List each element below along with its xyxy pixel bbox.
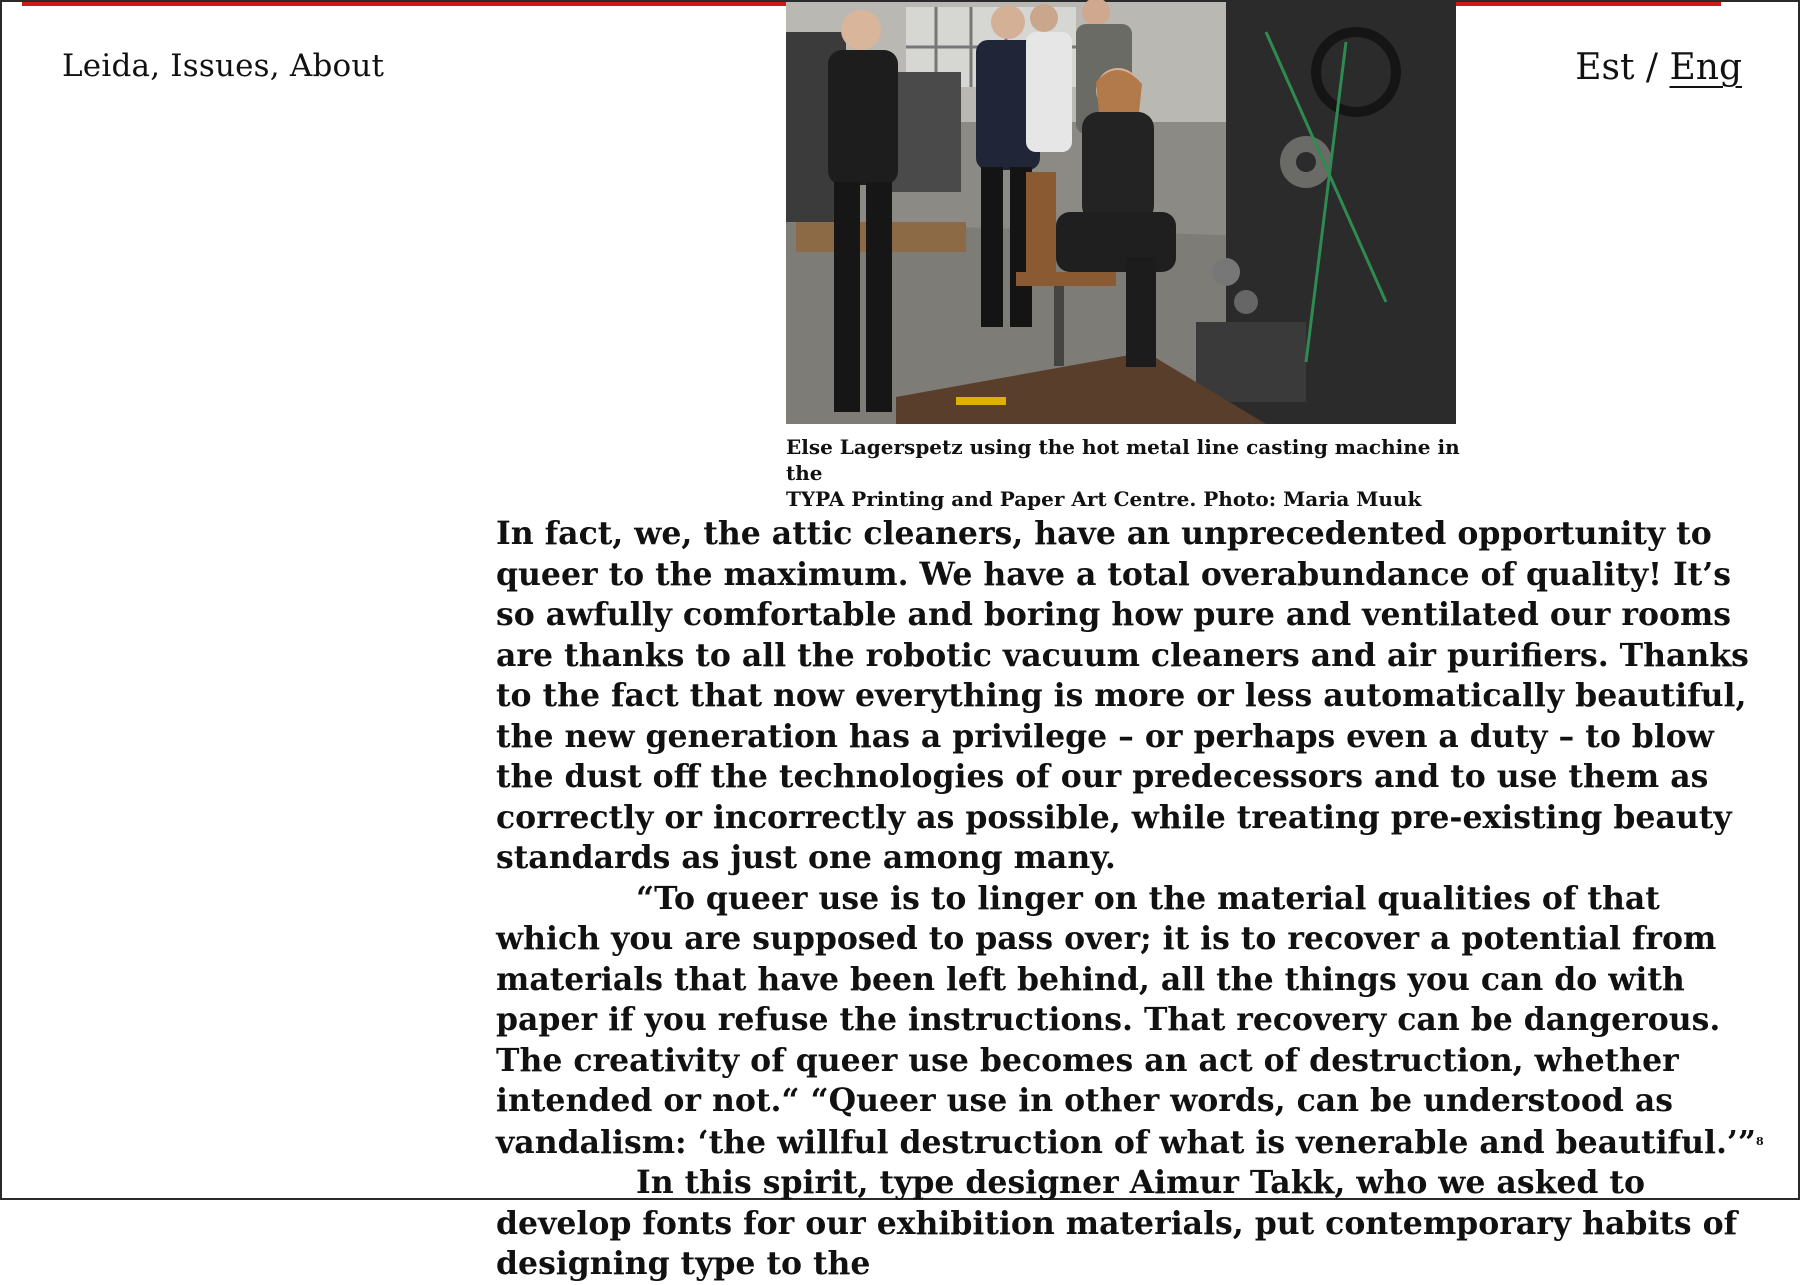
language-est[interactable]: Est — [1575, 47, 1635, 88]
article-paragraph-1: In fact, we, the attic cleaners, have an unprecedented opportunity to queer to the maximum. We have a total overabundance of quality! It’s so awfully comfortable and boring how pure and ventilated our rooms are thanks to all the robotic vacuum cleaners and air purifiers. Thanks to the fact that now everything is more or less automatically beautiful, the new generation has a privilege – or perhaps even a duty – to blow the dust off the technologies of our predecessors and to use them as correctly or incorrectly as possible, while treating pre-existing beauty standards as just one among many. — [496, 515, 1749, 876]
caption-line-1: Else Lagerspetz using the hot metal line casting machine in the — [786, 435, 1460, 485]
quote-text: “To queer use is to linger on the material qualities of that which you are supposed to pass over; it is to recover a potential from materials that have been left behind, all the things you can do with paper if you refuse the instructions. That recovery can be dangerous. The creativity of queer use becomes an act of destruction, whether intended or not.“ “Queer use in other words, can be understood as vandalism: ‘the willful destruction of what is venerable and beautiful.’” — [496, 879, 1756, 1161]
main-nav — [62, 46, 384, 86]
photo-caption — [786, 434, 1466, 512]
language-eng[interactable]: Eng — [1669, 47, 1742, 88]
article-body — [496, 514, 1766, 1285]
nav-link-issues[interactable]: Issues — [170, 48, 270, 84]
language-switcher — [1575, 46, 1742, 90]
photo-illustration — [786, 2, 1456, 424]
nav-link-leida[interactable]: Leida — [62, 48, 151, 84]
nav-link-about[interactable]: About — [289, 48, 385, 84]
caption-line-2: TYPA Printing and Paper Art Centre. Photo: Maria Muuk — [786, 487, 1422, 511]
nav-separator: , — [269, 48, 290, 84]
article-photo — [786, 2, 1456, 424]
footnote-link[interactable]: 8 — [1756, 1134, 1764, 1148]
article-paragraph-3: In this spirit, type designer Aimur Takk, who we asked to develop fonts for our exhibition materials, put contemporary habits of designing type to the — [496, 1164, 1738, 1282]
article-paragraph-2 — [496, 879, 1766, 1164]
nav-separator: , — [150, 48, 171, 84]
language-divider: / — [1634, 47, 1670, 88]
